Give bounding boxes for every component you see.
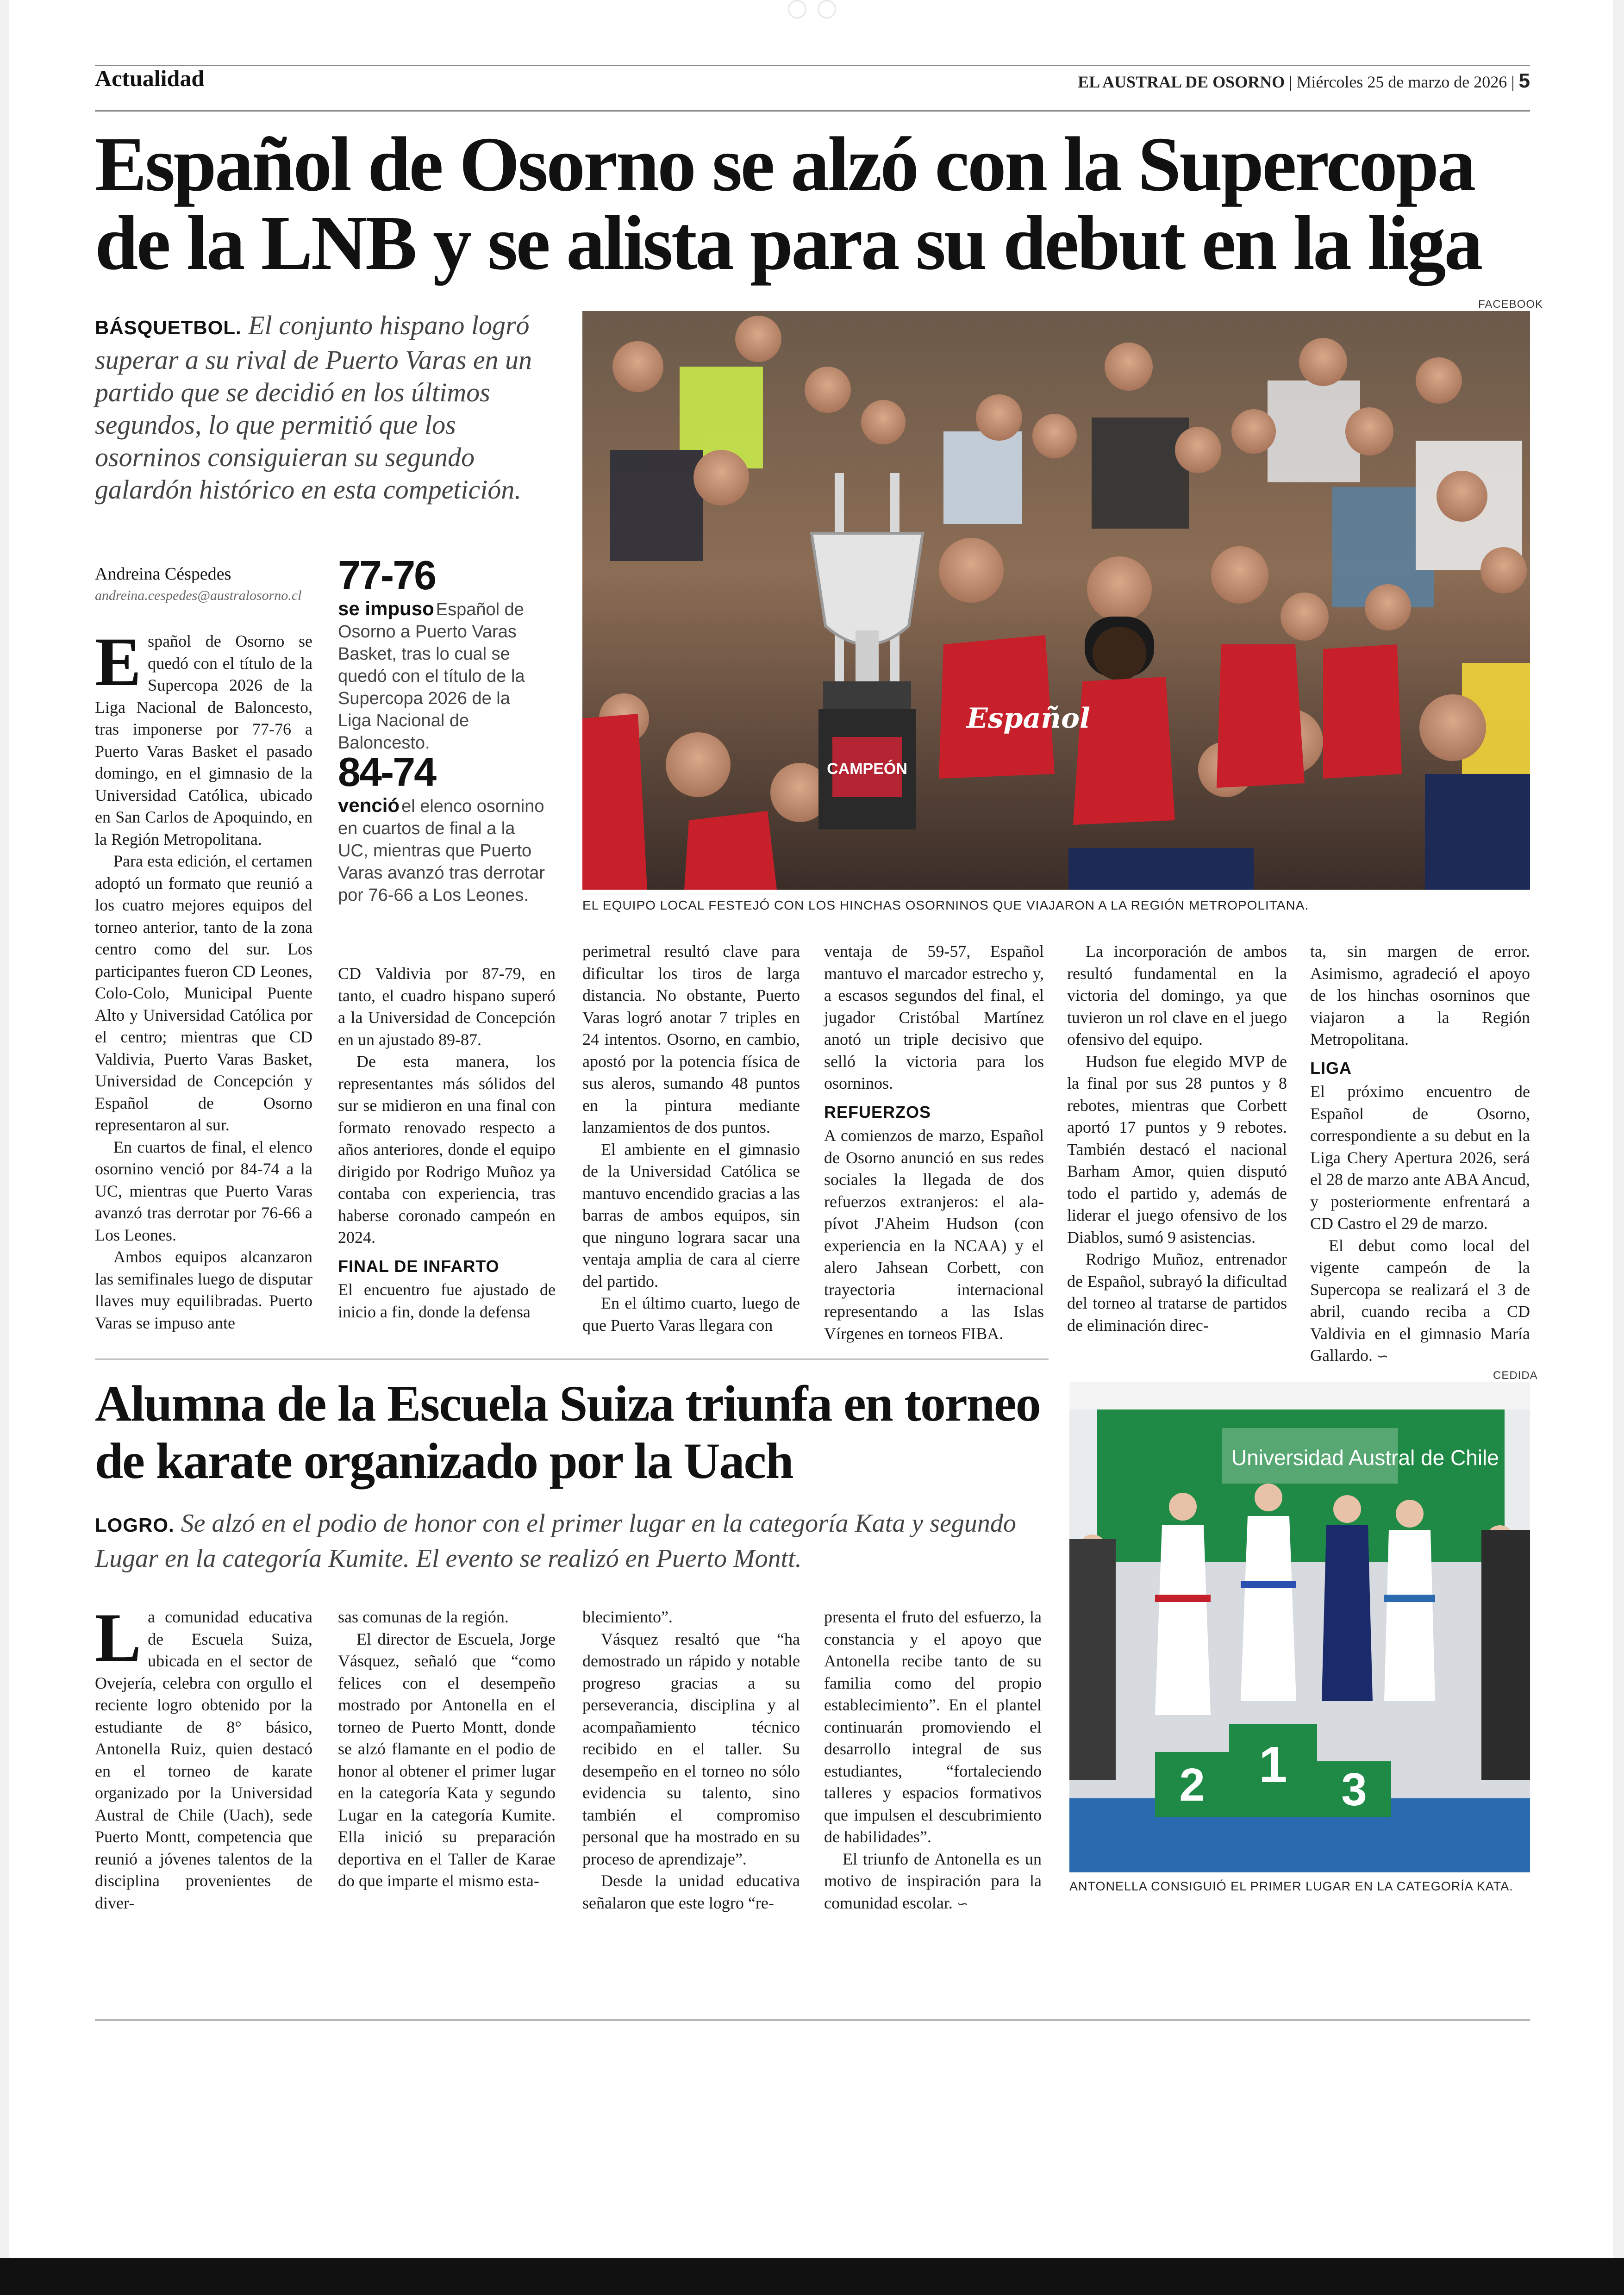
section-label: Actualidad [95, 65, 205, 91]
paragraph: A comienzos de marzo, Español de Osorno anunció en sus redes sociales la llegada de dos refuerzos extranjeros: el ala-pívot J'Aheim Hudson (con experiencia en la NCAA) y el alero Jahsean Corbett, con trayectoria internacional representando a las Islas Vírgenes en torneos FIBA. [824, 1126, 1044, 1343]
author-name: Andreina Céspedes [95, 564, 231, 584]
stat-text: el elenco osornino en cuartos de final a la UC, mientras que Puerto Varas avanzó tras derrotar por 76-66 a Los Leones. [338, 797, 545, 905]
paragraph: Desde la unidad educativa señalaron que este logro “re- [582, 1871, 800, 1912]
article1-column-2 [338, 963, 556, 1323]
paragraph: blecimiento”. [582, 1608, 673, 1626]
podium-number: 2 [1179, 1759, 1205, 1811]
paragraph: ventaja de 59-57, Español mantuvo el marcador estrecho y, a escasos segundos del final, el jugador Cristóbal Martínez anotó un triple decisivo que selló la victoria para los osorninos. [824, 942, 1044, 1092]
paragraph: En cuartos de final, el elenco osornino venció por 84-74 a la UC, mientras que Puerto Varas avanzó tras derrotar por 76-66 a Los Leones. [95, 1137, 312, 1244]
paragraph: Para esta edición, el certamen adoptó un formato que reunió a los cuatro mejores equipos del torneo anterior, tanto de la zona centro como del sur. Los participantes fueron CD Leones, Colo-Colo, Municipal Puente Alto y Universidad Católica por el centro; mientras que CD Valdivia, Puerto Varas Basket, Universidad de Concepción y Español de Osorno representaron al sur. [95, 852, 312, 1134]
stat-text: Español de Osorno a Puerto Varas Basket, tras lo cual se quedó con el título de la Supercopa 2026 de la Liga Nacional de Baloncesto. [338, 600, 525, 753]
stat-number: 77-76 [338, 552, 436, 598]
celebration-photo [582, 311, 1530, 890]
paragraph: a comunidad educativa de Escuela Suiza, ubicada en el sector de Ovejería, celebra con orgullo el reciente logro obtenido por la estudiante de 8° básico, Antonella Ruiz, quien destacó en el torneo de karate organizado por la Universidad Austral de Chile (Uach), sede Puerto Montt, competencia que reunió a jóvenes talentos de la disciplina provenientes de diver- [95, 1608, 312, 1912]
newspaper-name: EL AUSTRAL DE OSORNO [1078, 73, 1285, 91]
paragraph: Ambos equipos alcanzaron las semifinales luego de disputar llaves muy equilibradas. Puerto Varas se impuso ante [95, 1247, 312, 1332]
viewer-left-margin [0, 0, 9, 2295]
dropcap: E [95, 624, 142, 700]
stat-box-1 [338, 553, 546, 754]
article2-column-1 [95, 1599, 312, 1914]
article2-column-3 [582, 1606, 800, 1914]
paragraph: Rodrigo Muñoz, entrenador de Español, subrayó la dificultad del torneo al tratarse de partidos de eliminación direc- [1067, 1250, 1287, 1335]
kicker-tag: BÁSQUETBOL. [95, 317, 242, 338]
article1-column-3 [582, 941, 800, 1336]
paragraph: El próximo encuentro de Español de Osorno, correspondiente a su debut en la Liga Chery Apertura 2026, será el 28 de marzo ante ABA Ancud, y posteriormente enfrentará a CD Castro el 29 de marzo. [1310, 1082, 1530, 1233]
deck-text: Se alzó en el podio de honor con el primer lugar en la categoría Kata y segundo Lugar en la categoría Kumite. El evento se realizó en Puerto Montt. [95, 1509, 1016, 1573]
subhead-refuerzos: REFUERZOS [824, 1102, 931, 1122]
viewer-bottom-bar [0, 2258, 1624, 2295]
paragraph: Hudson fue elegido MVP de la final por sus 28 puntos y 8 rebotes, mientras que Corbett aportó 17 puntos y 9 rebotes. También destacó el nacional Barham Amor, quien disputó todo el partido y, además de liderar el juego ofensivo de los Diablos, sumó 9 asistencias. [1067, 1052, 1287, 1247]
podium-number: 1 [1259, 1736, 1287, 1793]
paragraph [1310, 1235, 1530, 1368]
subhead-liga: LIGA [1310, 1058, 1352, 1078]
paragraph: El director de Escuela, Jorge Vásquez, señaló que “como felices con el desempeño mostrado por Antonella en el torneo de Puerto Montt, donde se alzó flamante en el podio de honor al obtener el primer lugar en la categoría Kata y segundo Lugar en la categoría Kumite. Ella inició su preparación deportiva en el Taller de Karae do que imparte el mismo esta- [338, 1629, 556, 1890]
paragraph: presenta el fruto del esfuerzo, la constancia y el apoyo que Antonella recibe tanto de su familia como del propio establecimiento”. En el plantel continuarán promoviendo el desarrollo integral de sus estudiantes, “fortaleciendo talleres y espacios formativos que impulsen el descubrimiento de habilidades”. [824, 1608, 1042, 1846]
article2-column-2 [338, 1606, 556, 1892]
stat-lead: se impuso [338, 598, 434, 619]
stat-box-2 [338, 750, 546, 906]
dropcap: L [95, 1599, 142, 1676]
subhead-final-de-infarto: FINAL DE INFARTO [338, 1256, 500, 1276]
paragraph-text: El debut como local del vigente campeón de la Supercopa se realizará el 3 de abril, cuando reciba a CD Valdivia en el gimnasio María Gallardo. [1310, 1236, 1530, 1365]
photo1-caption: EL EQUIPO LOCAL FESTEJÓ CON LOS HINCHAS OSORNINOS QUE VIAJARON A LA REGIÓN METROPOLITANA. [582, 898, 1309, 912]
article1-column-1 [95, 624, 312, 1334]
paragraph [824, 1848, 1042, 1915]
photo2-caption: ANTONELLA CONSIGUIÓ EL PRIMER LUGAR EN LA CATEGORÍA KATA. [1069, 1879, 1513, 1893]
deck-tag: LOGRO. [95, 1514, 175, 1536]
celebration-photo-illustration [582, 311, 1530, 890]
prev-dot[interactable] [788, 0, 806, 19]
paragraph: CD Valdivia por 87-79, en tanto, el cuadro hispano superó a la Universidad de Concepción en un ajustado 89-87. [338, 964, 556, 1049]
kicker-text: El conjunto hispano logró superar a su rival de Puerto Varas en un partido que se decidió en los últimos segundos, lo que permitió que los osorninos consiguieran su segundo galardón histórico en esta competición. [95, 310, 532, 505]
article2-column-4 [824, 1606, 1042, 1915]
viewer-right-margin [1613, 0, 1624, 2295]
paragraph: perimetral resultó clave para dificultar los tiros de larga distancia. No obstante, Puerto Varas logró anotar 7 triples en 24 intentos. Osorno, en cambio, apostó por la potencia física de sus aleros, sumando 48 puntos en la pintura mediante lanzamientos de dos puntos. [582, 942, 800, 1136]
paragraph: El ambiente en el gimnasio de la Universidad Católica se mantuvo encendido gracias a las barras de ambos equipos, sin que ninguno lograra sacar una ventaja amplia de cara al cierre del partido. [582, 1140, 800, 1291]
next-dot[interactable] [818, 0, 836, 19]
issue-date: Miércoles 25 de marzo de 2026 [1296, 73, 1507, 91]
header-rule [95, 110, 1530, 112]
paragraph: sas comunas de la región. [338, 1608, 509, 1626]
photo1-credit: FACEBOOK [1478, 298, 1543, 311]
paragraph: spañol de Osorno se quedó con el título de la Supercopa 2026 de la Liga Nacional de Baloncesto, tras imponerse por 77-76 a Puerto Varas Basket el pasado domingo, en el gimnasio de la Universidad Católica, ubicado en San Carlos de Apoquindo, en la Región Metropolitana. [95, 632, 312, 848]
paragraph: De esta manera, los representantes más sólidos del sur se midieron en una final con formato renovado respecto a años anteriores, donde el equipo dirigido por Rodrigo Muñoz ya contaba con experiencia, tras haberse coronado campeón en 2024. [338, 1052, 556, 1247]
page-nav-dots [782, 0, 847, 14]
end-mark: ∽ [1376, 1349, 1389, 1364]
stat-number: 84-74 [338, 749, 436, 795]
page-number: 5 [1518, 69, 1530, 92]
end-mark: ∽ [956, 1896, 969, 1912]
jersey-text: Español [967, 702, 1090, 735]
paragraph: ta, sin margen de error. Asimismo, agradeció el apoyo de los hinchas osorninos que viajaron a la Región Metropolitana. [1310, 942, 1530, 1048]
paragraph: La incorporación de ambos resultó fundamental en la victoria del domingo, ya que tuvieron un rol clave en el juego ofensivo del equipo. [1067, 942, 1287, 1048]
article1-column-4 [824, 941, 1044, 1345]
banner-text: Universidad Austral de Chile [1231, 1446, 1499, 1470]
article1-kicker [95, 309, 539, 506]
karate-podium-photo [1069, 1382, 1530, 1872]
podium-number: 3 [1341, 1764, 1367, 1815]
article1-headline: Español de Osorno se alzó con la Supercopa de la LNB y se alista para su debut en la liga [95, 121, 1481, 286]
article1-column-6 [1310, 941, 1530, 1368]
paragraph: Vásquez resaltó que “ha demostrado un rápido y notable progreso gracias a su perseverancia, disciplina y al acompañamiento técnico recibido en el taller. Su desempeño en el torneo no sólo evidencia su talento, sino también el compromiso personal que ha mostrado en su proceso de aprendizaje”. [582, 1629, 800, 1868]
article2-deck [95, 1507, 1058, 1575]
photo2-credit: CEDIDA [1493, 1369, 1538, 1382]
paragraph: El encuentro fue ajustado de inicio a fin, donde la defensa [338, 1280, 556, 1321]
article1-column-5 [1067, 941, 1287, 1336]
author-email[interactable]: andreina.cespedes@australosorno.cl [95, 588, 302, 603]
paragraph-text: El triunfo de Antonella es un motivo de inspiración para la comunidad escolar. [824, 1849, 1042, 1912]
stat-lead: venció [338, 794, 400, 816]
article2-headline: Alumna de la Escuela Suiza triunfa en torneo de karate organizado por la Uach [95, 1375, 1040, 1489]
byline [95, 564, 326, 604]
masthead: EL AUSTRAL DE OSORNO | Miércoles 25 de marzo de 2026 | 5 [1078, 69, 1530, 92]
top-rule [95, 65, 1530, 66]
paragraph: En el último cuarto, luego de que Puerto Varas llegara con [582, 1294, 800, 1335]
article-divider [95, 1359, 1049, 1360]
karate-podium-illustration [1069, 1382, 1530, 1872]
trophy-plaque-text: CAMPEÓN [827, 760, 907, 778]
bottom-rule [95, 2019, 1530, 2021]
